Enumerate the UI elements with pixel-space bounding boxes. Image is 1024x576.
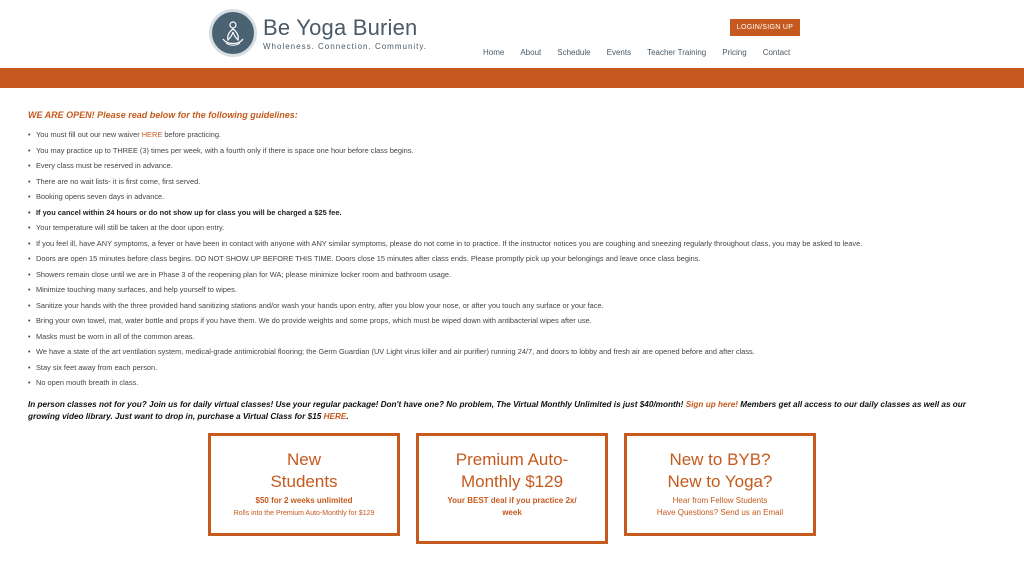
sign-up-link[interactable]: Sign up here! [685, 399, 738, 409]
main-nav [483, 48, 806, 57]
nav-home[interactable]: Home [483, 48, 505, 57]
list-item: • Minimize touching many surfaces, and help yourself to wipes. [28, 282, 998, 298]
list-item: • Every class must be reserved in advance. [28, 158, 998, 174]
premium-monthly-card[interactable] [416, 433, 608, 544]
main-content [28, 110, 998, 424]
list-item: • Masks must be worn in all of the common areas. [28, 329, 998, 345]
list-item: • There are no wait lists- it is first come, first served. [28, 174, 998, 190]
card-title: Premium Auto- [455, 450, 569, 469]
list-item [28, 127, 998, 143]
list-item: • Doors are open 15 minutes before class begins. DO NOT SHOW UP BEFORE THIS TIME. Doors close 15 minutes after class ends. Please promptly pick up your belongings and leave once class begins. [28, 251, 998, 267]
virtual-class-link[interactable]: HERE [323, 412, 347, 421]
list-item: • We have a state of the art ventilation system, medical-grade antimicrobial flooring; the Germ Guardian (UV Light virus killer and air purifier) running 24/7, and doors to lobby and fresh air are opened before and after class. [28, 344, 998, 360]
list-item: • Showers remain close until we are in Phase 3 of the reopening plan for WA; please minimize locker room and bathroom usage. [28, 267, 998, 283]
list-item: • Your temperature will still be taken at the door upon entry. [28, 220, 998, 236]
nav-teacher-training[interactable]: Teacher Training [647, 48, 707, 57]
card-title: New to Yoga? [667, 472, 773, 491]
list-item: • Booking opens seven days in advance. [28, 189, 998, 205]
nav-about[interactable]: About [520, 48, 542, 57]
logo-text [263, 15, 427, 51]
list-item: • Stay six feet away from each person. [28, 360, 998, 376]
virtual-text-2: Members get all access to our daily classes as well as our growing video library. Just want to drop in, purchase a Virtual Class for $15 [28, 399, 966, 421]
logo-title: Be Yoga Burien [263, 15, 418, 40]
login-signup-button[interactable]: LOGIN/SIGN UP [730, 19, 800, 36]
logo[interactable] [209, 9, 427, 57]
nav-contact[interactable]: Contact [762, 48, 791, 57]
card-note[interactable]: Rolls into the Premium Auto-Monthly for $129 [233, 510, 375, 517]
list-item: • If you cancel within 24 hours or do not show up for class you will be charged a $25 fee. [28, 205, 998, 221]
list-item: • If you feel ill, have ANY symptoms, a fever or have been in contact with anyone with ANY similar symptoms, please do not come in to practice. If the instructor notices you are coughing and sneezing regularly throughout class, you may be asked to leave. [28, 236, 998, 252]
new-students-card[interactable] [208, 433, 400, 536]
list-item: • No open mouth breath in class. [28, 375, 998, 391]
nav-events[interactable]: Events [606, 48, 632, 57]
list-item: • Sanitize your hands with the three provided hand sanitizing stations and/or wash your hands upon entry, after you blow your nose, or after you touch any surface or your face. [28, 298, 998, 314]
card-title: Students [270, 472, 338, 491]
new-to-yoga-card[interactable] [624, 433, 816, 536]
list-item: • You may practice up to THREE (3) times per week, with a fourth only if there is space one hour before class begins. [28, 143, 998, 159]
virtual-text-1: In person classes not for you? Join us for daily virtual classes! Use your regular package! Don't have one? No problem, The Virtual Monthly Unlimited is just $40/month! [28, 399, 686, 409]
waiver-text-end: before practicing. [162, 130, 222, 139]
virtual-text-3: . [346, 412, 349, 421]
open-headline: WE ARE OPEN! Please read below for the following guidelines: [28, 110, 298, 120]
lotus-logo-icon [209, 9, 257, 57]
list-item: • Bring your own towel, mat, water bottle and props if you have them. We do provide weights and some props, which must be wiped down with antibacterial wipes after use. [28, 313, 998, 329]
logo-tagline: Wholeness. Connection. Community. [263, 42, 428, 51]
email-us-link[interactable]: Have Questions? Send us an Email [656, 508, 784, 517]
testimonials-link[interactable]: Hear from Fellow Students [672, 496, 768, 505]
waiver-link[interactable]: HERE [141, 130, 163, 139]
card-title: New to BYB? [669, 450, 771, 469]
waiver-text: You must fill out our new waiver [36, 130, 142, 139]
nav-schedule[interactable]: Schedule [557, 48, 591, 57]
card-title: New [286, 450, 321, 469]
card-title: Monthly $129 [460, 472, 564, 491]
virtual-classes-paragraph [28, 399, 998, 424]
card-subtitle: $50 for 2 weeks unlimited [255, 496, 353, 505]
card-subtitle: Your BEST deal if you practice 2x/ [447, 496, 577, 505]
card-subtitle: week [502, 508, 522, 517]
site-header [0, 0, 1024, 68]
guidelines-list [28, 127, 998, 391]
nav-pricing[interactable]: Pricing [722, 48, 747, 57]
accent-bar [0, 68, 1024, 88]
